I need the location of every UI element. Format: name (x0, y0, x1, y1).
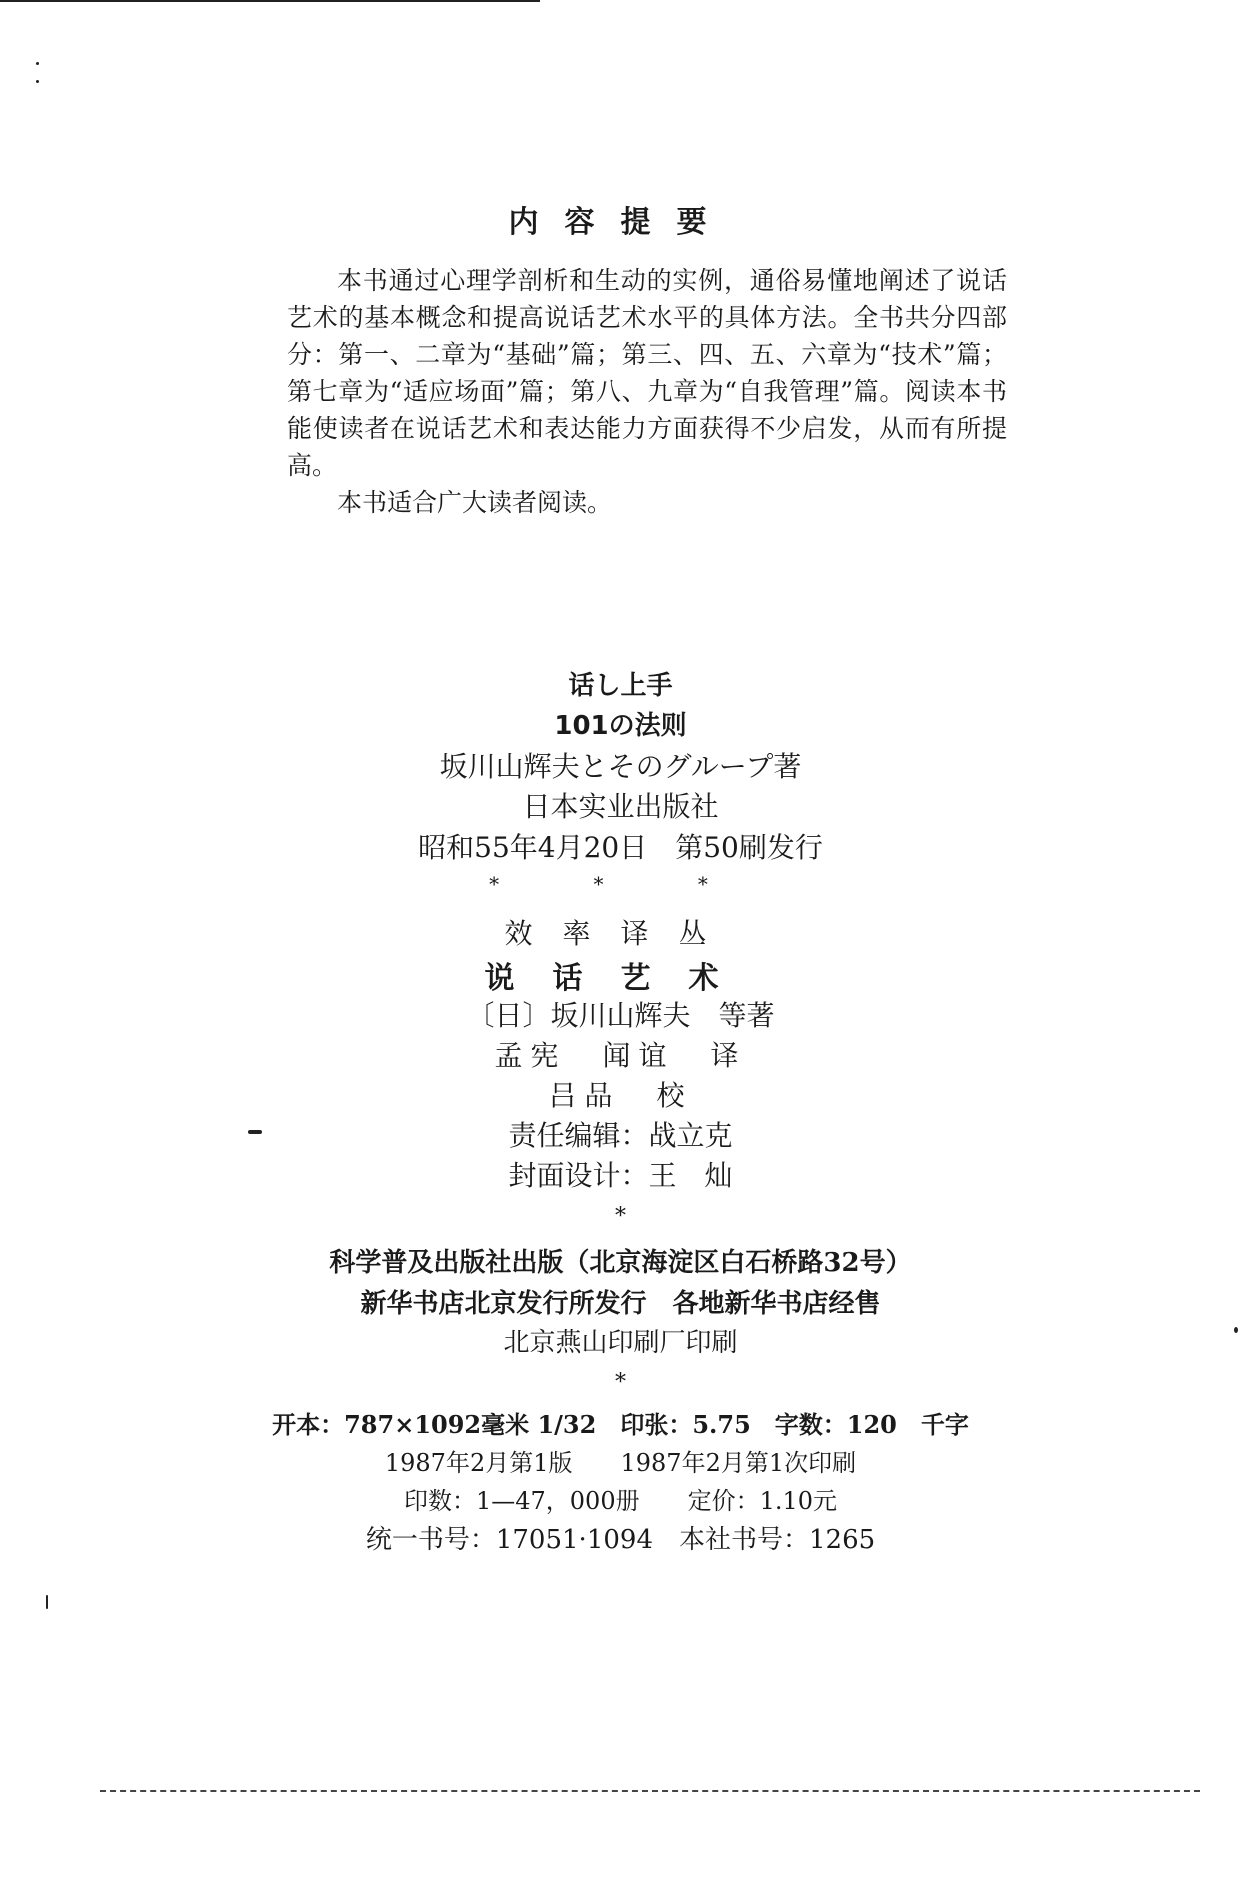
responsible-editor: 责任编辑：战立克 (508, 1119, 733, 1152)
book-title: 说话艺术 (484, 961, 757, 996)
print-run-price: 印数：1—47，000册 定价：1.10元 (403, 1487, 838, 1515)
summary-title: 内容提要 (508, 205, 733, 240)
translators: 孟宪 闻谊 译 (494, 1039, 747, 1072)
original-publisher: 日本实业出版社 (522, 790, 719, 823)
summary-text (287, 262, 1007, 521)
original-author: 坂川山辉夫とそのグループ著 (439, 750, 802, 783)
publisher-line: 科学普及出版社出版（北京海淀区白石桥路32号） (329, 1248, 912, 1278)
book-numbers: 统一书号：17051·1094 本社书号：1265 (365, 1525, 876, 1555)
original-date: 昭和55年4月20日 第50刷发行 (418, 831, 823, 864)
scan-speck (36, 80, 39, 83)
original-subtitle: 101の法则 (554, 711, 687, 741)
separator-stars: * * * (489, 872, 752, 896)
bottom-rule (100, 1790, 1200, 1792)
scan-speck (46, 1595, 48, 1609)
cover-designer: 封面设计：王 灿 (508, 1159, 733, 1192)
top-rule (0, 0, 540, 2)
summary-paragraph: 本书适合广大读者阅读。 (337, 488, 613, 517)
separator-star: * (615, 1370, 626, 1395)
scan-speck (36, 62, 39, 65)
separator-star: * (615, 1204, 626, 1229)
original-title: 话し上手 (568, 671, 673, 701)
proofreader: 吕品 校 (548, 1079, 693, 1112)
printer-line: 北京燕山印刷厂印刷 (503, 1328, 738, 1358)
series-name: 效率译丛 (504, 917, 737, 950)
distributor-line: 新华书店北京发行所发行 各地新华书店经售 (360, 1289, 881, 1319)
book-author: 〔日〕坂川山辉夫 等著 (466, 999, 775, 1032)
edition-info: 1987年2月第1版 1987年2月第1次印刷 (384, 1449, 857, 1477)
summary-paragraph: 本书通过心理学剖析和生动的实例，通俗易懂地阐述了说话艺术的基本概念和提高说话艺术水平的具体方法。全书共分四部分：第一、二章为“基础”篇；第三、四、五、六章为“技术”篇；第七章为“适应场面”篇；第八、九章为“自我管理”篇。阅读本书能使读者在说话艺术和表达能力方面获得不少启发，从而有所提高。 (287, 266, 1007, 480)
format-specs: 开本：787×1092毫米 1/32 印张：5.75 字数：120 千字 (272, 1410, 969, 1439)
